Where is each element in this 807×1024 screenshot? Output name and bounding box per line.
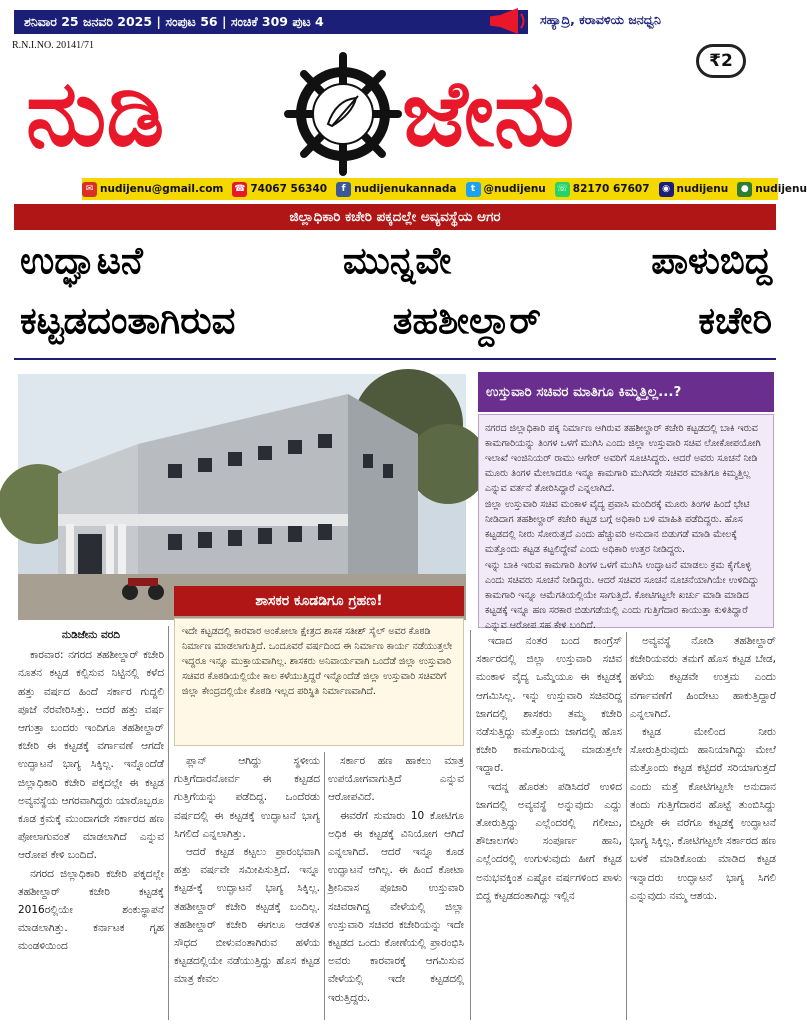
article-column-5 (630, 632, 776, 1020)
article-paragraph: ಕಾರವಾರ: ನಗರದ ತಹಶೀಲ್ದಾರ್ ಕಚೇರಿ ನೂತನ ಕಟ್ಟಡ ಕಲ್ಪಿಸುವ ನಿಟ್ಟಿನಲ್ಲಿ ಕಳೆದ ಹತ್ತು ವರ್ಷದ ಹಿಂದೆ ಸರ್ಕಾರ ಗುದ್ದಲಿ ಪೂಜೆ ನೆರವೇರಿಸಿತ್ತು. ಆದರೆ ಹತ್ತು ವರ್ಷ ಆಗುತ್ತಾ ಬಂದರು ಇಂದಿಗೂ ತಹಶೀಲ್ದಾರ್ ಕಚೇರಿ ಈ ಕಟ್ಟಡಕ್ಕೆ ವರ್ಗಾವಣೆ ಆಗದೇ ಉದ್ಘಾಟನೆ ಭಾಗ್ಯ ಸಿಕ್ಕಿಲ್ಲ. ಇನ್ನೊಂದೆಡೆ ಜಿಲ್ಲಾಧಿಕಾರಿ ಕಚೇರಿ ಪಕ್ಕದಲ್ಲೇ ಈ ಕಟ್ಟಡ ಅವ್ಯವಸ್ಥೆಯ ಆಗರವಾಗಿದ್ದರು ಯಾರೊಬ್ಬರೂ ಕೂಡ ಕ್ರಮಕ್ಕೆ ಮುಂದಾಗದೇ ಸರ್ಕಾರದ ಹಣ ಪೋಲಾಗುವಂತೆ ಮಾಡಲಾಗಿದೆ ಎನ್ನುವ ಆರೋಪ ಕೇಳಿ ಬಂದಿದೆ. (18, 649, 164, 862)
inset-title: ಶಾಸಕರ ಕೂಡಡಿಗೂ ಗ್ರಹಣ! (174, 586, 464, 616)
contact-handle1[interactable]: ◉ nudijenu (659, 182, 729, 197)
headline-line-1: ಉದ್ಘಾಟನೆ ಮುನ್ನವೇ ಪಾಳುಬಿದ್ದ (20, 239, 772, 282)
contact-phone1[interactable]: ☎ 74067 56340 (234, 183, 328, 195)
article-paragraph: ಕಟ್ಟಡ ಮೇಲಿಂದ ನೀರು ಸೋರುತ್ತಿರುವುದು ಹಾನಿಯಾಗಿದ್ದು ಮೇಲೆ ಮತ್ತೊಂದು ಕಟ್ಟಡ ಕಟ್ಟಿದರೆ ಸರಿಯಾಗುತ್ತದೆ ಎಂದು ಮತ್ತೆ ಕೋಟಿಗಟ್ಟಲೇ ಅನುದಾನ ತಂದು ಗುತ್ತಿಗೆದಾರನ ಹೊಟ್ಟೆ ತುಂಬಿಸಿದ್ದು ಬಿಟ್ಟರೇ ಈ ವರೆಗೂ ಕಟ್ಟಡಕ್ಕೆ ಉದ್ಘಾಟನೆ ಭಾಗ್ಯ ಸಿಕ್ಕಿಲ್ಲ. ಕೋಟಿಗಟ್ಟಲೇ ಸರ್ಕಾರದ ಹಣ ಬಳಕೆ ಮಾಡಿಕೊಂಡು ಮಾಡಿದ ಕಟ್ಟಡ ಇನ್ನಾದರು ಉದ್ಘಾಟನೆ ಭಾಗ್ಯ ಸಿಗಲಿ ಎನ್ನುವುದು ನಮ್ಮ ಆಶಯ. (630, 726, 777, 902)
ship-wheel-logo-icon (286, 52, 400, 176)
megaphone-icon (482, 6, 528, 36)
contact-handle2[interactable]: ● nudijenu (737, 182, 807, 197)
column-divider (626, 632, 627, 1020)
logo-right-word: ಜೇನು (402, 60, 575, 167)
article-paragraph: ನಗರದ ಜಿಲ್ಲಾಧಿಕಾರಿ ಕಚೇರಿ ಪಕ್ಕದಲ್ಲೇ ತಹಶೀಲ್ದಾರ್ ಕಚೇರಿ ಕಟ್ಟಡಕ್ಕೆ 2016ರಲ್ಲಿಯೇ ಶಂಕುಸ್ಥಾಪನೆ ಮಾಡಲಾಗಿತ್ತು. ಕರ್ನಾಟಕ ಗೃಹ ಮಂಡಳಿಯಿಂದ (18, 867, 164, 953)
web-icon: ◉ (659, 182, 674, 197)
building-photo (18, 374, 466, 620)
headline-line-2: ಕಟ್ಟಡದಂತಾಗಿರುವ ತಹಶೀಲ್ದಾರ್ ಕಚೇರಿ (20, 299, 772, 342)
phone-icon: ☎ (232, 182, 247, 197)
facebook-icon: f (336, 182, 351, 197)
inset-paragraph: ಇದೇ ಕಟ್ಟಡದಲ್ಲಿ ಕಾರವಾರ ಅಂಕೋಲಾ ಕ್ಷೇತ್ರದ ಶಾಸಕ ಸತೀಶ್ ಸೈಲ್ ಅವರ ಕೊಠಡಿ ನಿರ್ಮಾಣ ಮಾಡಲಾಗುತ್ತಿದೆ. ಒಂದೂವರೆ ವರ್ಷದಿಂದ ಈ ನಿರ್ಮಾಣ ಕಾರ್ಯ ನಡೆಯುತ್ತಲೇ ಇದ್ದರೂ ಇನ್ನೂ ಮುಕ್ತಾಯವಾಗಿಲ್ಲ. ಶಾಸಕರು ಅನಿವಾರ್ಯವಾಗಿ ಒಂದೆಡೆ ಜಿಲ್ಲಾ ಉಸ್ತುವಾರಿ ಸಚಿವರ ಕೊಠಡಿಯಲ್ಲಿಯೇ ಕಾಲ ಕಳೆಯುತ್ತಿದ್ದರೆ ಇನ್ನೊಂದೆಡೆ ಜಿಲ್ಲಾ ಉಸ್ತುವಾರಿ ಸಚಿವರಿಗೆ ಜಿಲ್ಲಾ ಕೇಂದ್ರದಲ್ಲಿಯೇ ಕೊಠಡಿ ಇಲ್ಲದ ಪರಿಸ್ಥಿತಿ ನಿರ್ಮಾಣವಾಗಿದೆ. (182, 626, 453, 697)
column-divider (324, 752, 325, 1020)
whatsapp-icon: ☏ (555, 182, 570, 197)
logo-left-word: ನುಡಿ (26, 60, 165, 167)
article-paragraph: ಇದಾದ ನಂತರ ಬಂದ ಕಾಂಗ್ರೆಸ್ ಸರ್ಕಾರದಲ್ಲಿ ಜಿಲ್ಲಾ ಉಸ್ತುವಾರಿ ಸಚಿವ ಮಂಕಾಳ ವೈದ್ಯ ಒಮ್ಮೆಯೂ ಈ ಕಟ್ಟಡಕ್ಕೆ ಆಗಮಿಸಿಲ್ಲ. ಇನ್ನು ಉಸ್ತುವಾರಿ ಸಚಿವರಿದ್ದ ಜಾಗದಲ್ಲಿ ಶಾಸಕರು ತಮ್ಮ ಕಚೇರಿ ನಡೆಸುತ್ತಿದ್ದು ಮತ್ತೊಂದು ಜಾಗದಲ್ಲಿ ಹೊಸ ಕಚೇರಿ ಕಾಮಗಾರಿಯನ್ನ ಮಾಡುತ್ತಲೇ ಇದ್ದಾರೆ. (476, 635, 622, 775)
tagline: ಸಹ್ಯಾದ್ರಿ, ಕರಾವಳಿಯ ಜನಧ್ವನಿ (540, 12, 662, 27)
article-paragraph: ಇದನ್ನ ಹೊರತು ಪಡಿಸಿದರೆ ಉಳಿದ ಜಾಗದಲ್ಲಿ ಅವ್ಯವಸ್ಥೆ ಅನ್ನುವುದು ಎದ್ದು ತೋರುತ್ತಿದ್ದು ಎಲ್ಲೆಂದರಲ್ಲಿ ಗಲೀಜು, ಶೌಚಾಲಗಳು ಸಂಪೂರ್ಣ ಹಾನಿ, ಎಲ್ಲೆಂದರಲ್ಲಿ ಉಗುಳುವುದು ಹೀಗೆ ಕಟ್ಟಡ ಅನುಭವಕ್ಕಿಂತ ಎಷ್ಟೋ ವರ್ಷಗಳಿಂದ ಪಾಳು ಬಿದ್ದ ಕಟ್ಟಡದಂತಾಗಿದ್ದು ಇಲ್ಲಿನ (476, 780, 622, 902)
contact-email[interactable]: ✉ nudijenu@gmail.com (82, 182, 223, 197)
contact-phone2[interactable]: ☏ 82170 67607 (556, 183, 650, 195)
mail-icon: ✉ (82, 182, 97, 197)
sidebar-title: ಉಸ್ತುವಾರಿ ಸಚಿವರ ಮಾತಿಗೂ ಕಿಮ್ಮತ್ತಿಲ್ಲ...? (478, 372, 774, 412)
contact-facebook[interactable]: f nudijenukannada (336, 182, 456, 197)
article-column-2 (174, 752, 320, 1020)
contact-bar (82, 178, 807, 200)
price-badge: ₹2 (696, 44, 746, 78)
column-divider (470, 630, 471, 1020)
article-paragraph: ಪ್ಲಾನ್ ಆಗಿದ್ದು ಸ್ಥಳೀಯ ಗುತ್ತಿಗೆದಾರನೋರ್ವ ಈ ಕಟ್ಟಡದ ಗುತ್ತಿಗೆಯನ್ನು ಪಡೆದಿದ್ದ. ಒಂದೆರಡು ವರ್ಷದಲ್ಲಿ ಈ ಕಟ್ಟಡಕ್ಕೆ ಉದ್ಘಾಟನೆ ಭಾಗ್ಯ ಸಿಗಲಿದೆ ಎನ್ನಲಾಗಿತ್ತು. (174, 755, 320, 840)
sub-headline: ಜಿಲ್ಲಾಧಿಕಾರಿ ಕಚೇರಿ ಪಕ್ಕದಲ್ಲೇ ಅವ್ಯವಸ್ಥೆಯ ಆಗರ (14, 204, 776, 230)
headline-rule (14, 358, 776, 360)
twitter-icon: t (466, 182, 481, 197)
sidebar-paragraph-1: ನಗರದ ಜಿಲ್ಲಾಧಿಕಾರಿ ಪಕ್ಕ ನಿರ್ಮಾಣ ಆಗಿರುವ ತಹಶೀಲ್ದಾರ್ ಕಚೇರಿ ಕಟ್ಟಡದಲ್ಲಿ ಬಾಕಿ ಇರುವ ಕಾಮಗಾರಿಯನ್ನು ತಿಂಗಳ ಒಳಗೆ ಮುಗಿಸಿ ಎಂದು ಜಿಲ್ಲಾ ಉಸ್ತುವಾರಿ ಸಚಿವ ಲೋಕೋಪಯೋಗಿ ಇಲಾಖೆ ಇಂಜಿನಿಯರ್ ರಾಮು ಆಗೇರ್ ಅವರಿಗೆ ಸೂಚಿಸಿದ್ದರು. ಆದರೆ ಅವರು ಸೂಚನೆ ನೀಡಿ ಮೂರು ತಿಂಗಳ ಮೇಲಾದರೂ ಇನ್ನೂ ಕಾಮಗಾರಿ ಮುಗಿಸದೇ ಸಚಿವರ ಮಾತಿಗೂ ಕಿಮ್ಮತ್ತಿಲ್ಲ ಎನ್ನುವ ವರ್ತನೆ ತೋರಿಸಿದ್ದಾರೆ ಎನ್ನಲಾಗಿದೆ. (485, 423, 761, 494)
article-paragraph: ಅವ್ಯವಸ್ಥೆ ನೋಡಿ ತಹಶೀಲ್ದಾರ್ ಕಚೇರಿಯವರು ತಮಗೆ ಹೊಸ ಕಟ್ಟಡ ಬೇಡ, ಹಳೆಯ ಕಟ್ಟಡವೇ ಉತ್ತಮ ಎಂದು ವರ್ಗಾವಣೆಗೆ ಹಿಂದೇಟು ಹಾಕುತ್ತಿದ್ದಾರೆ ಎನ್ನಲಾಗಿದೆ. (630, 635, 776, 720)
bee-icon: ● (737, 182, 752, 197)
article-paragraph: ಆದರೆ ಕಟ್ಟಡ ಕಟ್ಟಲು ಪ್ರಾರಂಭವಾಗಿ ಹತ್ತು ವರ್ಷವೇ ಸಮೀಪಿಸುತ್ತಿದೆ. ಇನ್ನೂ ಕಟ್ಟಡ-ಕ್ಕೆ ಉದ್ಘಾಟನೆ ಭಾಗ್ಯ ಸಿಕ್ಕಿಲ್ಲ. ತಹಶೀಲ್ದಾರ್ ಕಚೇರಿ ಕಟ್ಟಡಕ್ಕೆ ಬಂದಿಲ್ಲ. ತಹಶೀಲ್ದಾರ್ ಕಚೇರಿ ಈಗಲೂ ಆಡಳಿತ ಸೌಧದ ಬೀಳುವಂತಾಗಿರುವ ಹಳೆಯ ಕಟ್ಟಡದಲ್ಲಿಯೇ ನಡೆಯುತ್ತಿದ್ದು ಹೊಸ ಕಟ್ಟಡ ಮಾತ್ರ ಕೇವಲ (174, 846, 320, 986)
rni-number: R.N.I.NO. 20141/71 (12, 40, 94, 51)
byline: ನುಡಿಜೇನು ವರದಿ (61, 629, 121, 641)
article-column-4 (476, 632, 622, 1020)
article-paragraph: ಸರ್ಕಾರ ಹಣ ಹಾಕಲು ಮಾತ್ರ ಉಪಯೋಗವಾಗುತ್ತಿದೆ ಎನ್ನುವ ಆರೋಪವಿದೆ. (328, 755, 464, 804)
date-issue-bar: ಶನಿವಾರ 25 ಜನವರಿ 2025 | ಸಂಪುಟ 56 | ಸಂಚಿಕೆ 309 ಪುಟ 4 (14, 10, 528, 34)
article-column-3 (328, 752, 464, 1020)
contact-twitter[interactable]: t @nudijenu (466, 182, 546, 197)
article-column-1 (18, 626, 164, 1020)
column-divider (168, 626, 169, 1020)
sidebar-paragraph-3: ಇನ್ನು ಬಾಕಿ ಇರುವ ಕಾಮಗಾರಿ ತಿಂಗಳ ಒಳಗೆ ಮುಗಿಸಿ ಉದ್ಘಾಟನೆ ಮಾಡಲು ಕ್ರಮ ಕೈಗೊಳ್ಳಿ ಎಂದು ಸಚಿವರು ಸೂಚನೆ ನೀಡಿದ್ದರು. ಆದರೆ ಸಚಿವರ ಸೂಚನೆ ನೂಚನೆಯಾಗಿಯೇ ಉಳಿದಿದ್ದು ಕಾಮಗಾರಿ ಇನ್ನೂ ಆಮೆಗತಿಯಲ್ಲಿಯೇ ಸಾಗುತ್ತಿದೆ. ಕೋಟಿಗಟ್ಟಲೇ ಖರ್ಚು ಮಾಡಿ ಮಾಡಿದ ಕಟ್ಟಡಕ್ಕೆ ಇನ್ನೂ ಹಣ ಸರಕಾರ ಬಿಡುಗಡೆಯಲ್ಲಿ ಎಂದು ಗುತ್ತಿಗೆದಾರ ಕಾಯುತ್ತಾ ಕುಳಿತಿದ್ದಾರೆ ಎನ್ನುವ ಆರೋಪ ಸಹ ಕೇಳಿ ಬಂದಿದೆ. (485, 560, 759, 631)
inset-box (174, 618, 464, 746)
sidebar-box (478, 414, 774, 631)
sidebar-paragraph-2: ಜಿಲ್ಲಾ ಉಸ್ತುವಾರಿ ಸಚಿವ ಮಂಕಾಳ ವೈದ್ಯ ಪ್ರವಾಸಿ ಮಂದಿರಕ್ಕೆ ಮೂರು ತಿಂಗಳ ಹಿಂದೆ ಭೇಟಿ ನೀಡಿದಾಗ ತಹಶೀಲ್ದಾರ್ ಕಚೇರಿ ಕಟ್ಟಡ ಬಗ್ಗೆ ಅಧಿಕಾರಿ ಬಳಿ ಮಾಹಿತಿ ಪಡೆದಿದ್ದರು. ಹೊಸ ಕಟ್ಟಡದಲ್ಲಿ ನೀರು ಸೋರುತ್ತದೆ ಎಂದು ಹೆಚ್ಚುವರಿ ಅನುದಾನ ಬಿಡುಗಡೆ ಮಾಡಿ ಮೇಲಕ್ಕೆ ಮತ್ತೊಂದು ಕಟ್ಟಡ ಕಟ್ಟಲಿದ್ದೇವೆ ಎಂದು ಅಧಿಕಾರಿ ಉತ್ತರ ನೀಡಿದ್ದರು. (485, 499, 750, 555)
article-paragraph: ಈವರೆಗೆ ಸುಮಾರು 10 ಕೋಟಿಗೂ ಅಧಿಕ ಈ ಕಟ್ಟಡಕ್ಕೆ ವಿನಿಯೋಗ ಆಗಿದೆ ಎನ್ನಲಾಗಿದೆ. ಆದರೆ ಇನ್ನೂ ಕೂಡ ಉದ್ಘಾಟನೆ ಆಗಿಲ್ಲ. ಈ ಹಿಂದೆ ಕೋಟಾ ಶ್ರೀನಿವಾಸ ಪೂಜಾರಿ ಉಸ್ತುವಾರಿ ಸಚಿವರಾಗಿದ್ದ ವೇಳೆಯಲ್ಲಿ ಜಿಲ್ಲಾ ಉಸ್ತುವಾರಿ ಸಚಿವರ ಕಚೇರಿಯನ್ನು ಇದೇ ಕಟ್ಟಡದ ಒಂದು ಕೋಣೆಯಲ್ಲಿ ಪ್ರಾರಂಭಿಸಿ ಅವರು ಕಾರವಾರಕ್ಕೆ ಆಗಮಿಸುವ ವೇಳೆಯಲ್ಲಿ ಇದೇ ಕಟ್ಟಡದಲ್ಲಿ ಇರುತ್ತಿದ್ದರು. (328, 809, 464, 1004)
